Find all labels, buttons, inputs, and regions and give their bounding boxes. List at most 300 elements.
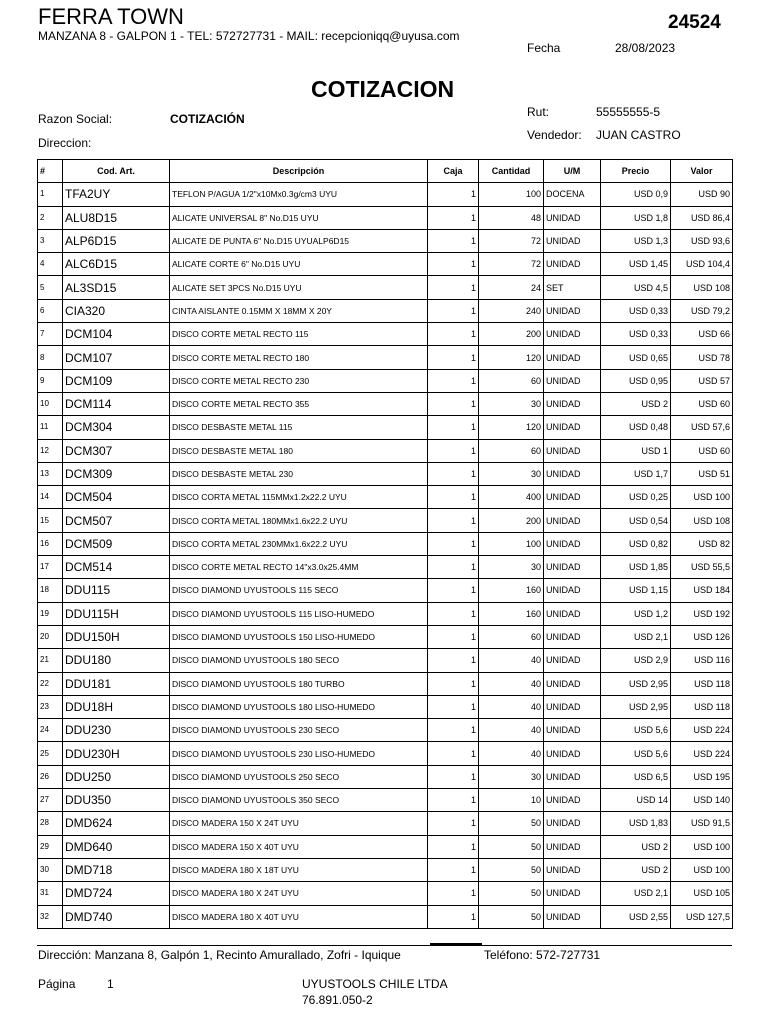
item-value: USD 78 (671, 346, 733, 369)
item-caja: 1 (428, 858, 479, 881)
item-quantity: 50 (479, 905, 544, 928)
page-label: Página (38, 977, 76, 991)
item-price: USD 1 (601, 439, 671, 462)
table-row (38, 602, 733, 625)
item-caja: 1 (428, 905, 479, 928)
row-number: 10 (38, 392, 63, 415)
footer-divider-accent (430, 943, 482, 945)
item-quantity: 120 (479, 346, 544, 369)
items-table-body (38, 183, 733, 929)
item-quantity: 50 (479, 882, 544, 905)
item-value: USD 93,6 (671, 229, 733, 252)
footer-divider (37, 945, 732, 946)
item-caja: 1 (428, 812, 479, 835)
column-header-caja: Caja (428, 160, 479, 183)
item-value: USD 100 (671, 858, 733, 881)
row-number: 26 (38, 765, 63, 788)
item-price: USD 1,45 (601, 253, 671, 276)
item-caja: 1 (428, 789, 479, 812)
table-row (38, 392, 733, 415)
rut-label: Rut: (527, 105, 550, 119)
item-description: TEFLON P/AGUA 1/2"x10Mx0.3g/cm3 UYU (170, 183, 428, 206)
item-value: USD 82 (671, 532, 733, 555)
table-row (38, 672, 733, 695)
row-number: 3 (38, 229, 63, 252)
table-row (38, 206, 733, 229)
item-code: DCM109 (63, 369, 170, 392)
row-number: 20 (38, 625, 63, 648)
item-unit: UNIDAD (544, 299, 601, 322)
item-quantity: 40 (479, 742, 544, 765)
item-description: DISCO DIAMOND UYUSTOOLS 150 LISO-HUMEDO (170, 625, 428, 648)
item-quantity: 240 (479, 299, 544, 322)
table-row (38, 882, 733, 905)
company-name: FERRA TOWN (38, 4, 184, 29)
item-code: DDU230 (63, 719, 170, 742)
table-row (38, 323, 733, 346)
row-number: 29 (38, 835, 63, 858)
item-unit: UNIDAD (544, 672, 601, 695)
item-quantity: 72 (479, 253, 544, 276)
column-header-cantidad: Cantidad (479, 160, 544, 183)
row-number: 14 (38, 486, 63, 509)
item-caja: 1 (428, 556, 479, 579)
item-quantity: 30 (479, 556, 544, 579)
item-unit: UNIDAD (544, 206, 601, 229)
item-value: USD 118 (671, 695, 733, 718)
item-code: DCM104 (63, 323, 170, 346)
table-row (38, 416, 733, 439)
row-number: 31 (38, 882, 63, 905)
item-code: CIA320 (63, 299, 170, 322)
item-value: USD 86,4 (671, 206, 733, 229)
table-row (38, 346, 733, 369)
item-caja: 1 (428, 276, 479, 299)
item-price: USD 0,9 (601, 183, 671, 206)
row-number: 17 (38, 556, 63, 579)
item-unit: UNIDAD (544, 695, 601, 718)
item-code: DMD724 (63, 882, 170, 905)
item-price: USD 6,5 (601, 765, 671, 788)
item-price: USD 0,95 (601, 369, 671, 392)
item-unit: UNIDAD (544, 346, 601, 369)
item-caja: 1 (428, 206, 479, 229)
item-quantity: 30 (479, 765, 544, 788)
item-unit: UNIDAD (544, 905, 601, 928)
table-row (38, 532, 733, 555)
column-header-um: U/M (544, 160, 601, 183)
item-value: USD 57 (671, 369, 733, 392)
item-value: USD 79,2 (671, 299, 733, 322)
item-description: DISCO CORTA METAL 115MMx1.2x22.2 UYU (170, 486, 428, 509)
item-price: USD 1,85 (601, 556, 671, 579)
item-price: USD 0,25 (601, 486, 671, 509)
table-row (38, 276, 733, 299)
row-number: 22 (38, 672, 63, 695)
column-header-description: Descripción (170, 160, 428, 183)
item-unit: UNIDAD (544, 369, 601, 392)
item-price: USD 14 (601, 789, 671, 812)
row-number: 5 (38, 276, 63, 299)
item-quantity: 30 (479, 392, 544, 415)
quote-number: 24524 (668, 12, 721, 33)
item-caja: 1 (428, 765, 479, 788)
item-caja: 1 (428, 719, 479, 742)
item-code: DMD718 (63, 858, 170, 881)
item-description: DISCO CORTE METAL RECTO 355 (170, 392, 428, 415)
item-description: DISCO DIAMOND UYUSTOOLS 250 SECO (170, 765, 428, 788)
table-row (38, 789, 733, 812)
item-price: USD 5,6 (601, 719, 671, 742)
column-header-precio: Precio (601, 160, 671, 183)
row-number: 15 (38, 509, 63, 532)
item-caja: 1 (428, 462, 479, 485)
item-code: DCM507 (63, 509, 170, 532)
item-description: ALICATE UNIVERSAL 8" No.D15 UYU (170, 206, 428, 229)
item-code: DDU250 (63, 765, 170, 788)
row-number: 7 (38, 323, 63, 346)
table-row (38, 299, 733, 322)
row-number: 4 (38, 253, 63, 276)
row-number: 24 (38, 719, 63, 742)
item-price: USD 2 (601, 858, 671, 881)
item-quantity: 40 (479, 649, 544, 672)
item-value: USD 118 (671, 672, 733, 695)
item-quantity: 50 (479, 812, 544, 835)
item-value: USD 116 (671, 649, 733, 672)
item-description: DISCO CORTA METAL 180MMx1.6x22.2 UYU (170, 509, 428, 532)
item-quantity: 100 (479, 183, 544, 206)
table-row (38, 765, 733, 788)
item-description: DISCO CORTE METAL RECTO 14"x3.0x25.4MM (170, 556, 428, 579)
item-price: USD 2,95 (601, 695, 671, 718)
item-price: USD 2,1 (601, 882, 671, 905)
table-row (38, 509, 733, 532)
item-description: DISCO MADERA 150 X 40T UYU (170, 835, 428, 858)
table-row (38, 835, 733, 858)
row-number: 19 (38, 602, 63, 625)
item-caja: 1 (428, 602, 479, 625)
footer-phone: Teléfono: 572-727731 (484, 948, 601, 962)
vendedor-value: JUAN CASTRO (596, 128, 681, 142)
item-value: USD 91,5 (671, 812, 733, 835)
item-caja: 1 (428, 509, 479, 532)
item-caja: 1 (428, 695, 479, 718)
item-description: DISCO DIAMOND UYUSTOOLS 115 SECO (170, 579, 428, 602)
item-description: DISCO CORTE METAL RECTO 230 (170, 369, 428, 392)
item-caja: 1 (428, 439, 479, 462)
item-caja: 1 (428, 649, 479, 672)
item-description: DISCO MADERA 180 X 18T UYU (170, 858, 428, 881)
table-row (38, 462, 733, 485)
item-code: TFA2UY (63, 183, 170, 206)
page-number: 1 (107, 977, 114, 991)
table-row (38, 625, 733, 648)
row-number: 18 (38, 579, 63, 602)
item-price: USD 1,83 (601, 812, 671, 835)
item-description: DISCO CORTE METAL RECTO 180 (170, 346, 428, 369)
item-price: USD 1,15 (601, 579, 671, 602)
item-quantity: 160 (479, 602, 544, 625)
item-code: DCM504 (63, 486, 170, 509)
item-caja: 1 (428, 835, 479, 858)
item-description: DISCO CORTA METAL 230MMx1.6x22.2 UYU (170, 532, 428, 555)
item-quantity: 50 (479, 858, 544, 881)
item-unit: UNIDAD (544, 229, 601, 252)
row-number: 32 (38, 905, 63, 928)
item-value: USD 140 (671, 789, 733, 812)
item-price: USD 1,7 (601, 462, 671, 485)
item-caja: 1 (428, 346, 479, 369)
item-quantity: 60 (479, 439, 544, 462)
item-quantity: 10 (479, 789, 544, 812)
item-price: USD 5,6 (601, 742, 671, 765)
item-unit: UNIDAD (544, 486, 601, 509)
item-quantity: 40 (479, 719, 544, 742)
item-value: USD 195 (671, 765, 733, 788)
item-description: DISCO DIAMOND UYUSTOOLS 350 SECO (170, 789, 428, 812)
item-description: DISCO DIAMOND UYUSTOOLS 180 LISO-HUMEDO (170, 695, 428, 718)
date-value: 28/08/2023 (615, 41, 676, 55)
item-caja: 1 (428, 369, 479, 392)
item-unit: UNIDAD (544, 532, 601, 555)
item-code: DCM114 (63, 392, 170, 415)
row-number: 12 (38, 439, 63, 462)
item-code: AL3SD15 (63, 276, 170, 299)
item-value: USD 192 (671, 602, 733, 625)
item-quantity: 48 (479, 206, 544, 229)
item-quantity: 160 (479, 579, 544, 602)
item-quantity: 100 (479, 532, 544, 555)
item-description: CINTA AISLANTE 0.15MM X 18MM X 20Y (170, 299, 428, 322)
item-unit: UNIDAD (544, 649, 601, 672)
item-unit: UNIDAD (544, 392, 601, 415)
row-number: 11 (38, 416, 63, 439)
item-unit: DOCENA (544, 183, 601, 206)
item-code: DMD640 (63, 835, 170, 858)
item-description: ALICATE CORTE 6" No.D15 UYU (170, 253, 428, 276)
company-address: MANZANA 8 - GALPON 1 - TEL: 572727731 - MAIL: recepcioniqq@uyusa.com (38, 29, 460, 43)
item-description: DISCO DESBASTE METAL 180 (170, 439, 428, 462)
table-row (38, 649, 733, 672)
item-code: DDU180 (63, 649, 170, 672)
item-code: DCM509 (63, 532, 170, 555)
item-value: USD 224 (671, 719, 733, 742)
row-number: 25 (38, 742, 63, 765)
row-number: 2 (38, 206, 63, 229)
table-row (38, 695, 733, 718)
item-code: ALC6D15 (63, 253, 170, 276)
item-unit: UNIDAD (544, 742, 601, 765)
item-description: DISCO MADERA 150 X 24T UYU (170, 812, 428, 835)
item-price: USD 2,9 (601, 649, 671, 672)
item-unit: UNIDAD (544, 882, 601, 905)
item-value: USD 100 (671, 486, 733, 509)
row-number: 8 (38, 346, 63, 369)
item-value: USD 60 (671, 439, 733, 462)
item-caja: 1 (428, 625, 479, 648)
item-caja: 1 (428, 532, 479, 555)
item-code: DDU115H (63, 602, 170, 625)
item-code: DCM514 (63, 556, 170, 579)
table-row (38, 858, 733, 881)
item-caja: 1 (428, 253, 479, 276)
table-row (38, 369, 733, 392)
item-code: DDU115 (63, 579, 170, 602)
item-unit: UNIDAD (544, 439, 601, 462)
row-number: 21 (38, 649, 63, 672)
item-price: USD 0,82 (601, 532, 671, 555)
item-description: DISCO MADERA 180 X 24T UYU (170, 882, 428, 905)
table-row (38, 719, 733, 742)
item-price: USD 0,48 (601, 416, 671, 439)
item-price: USD 4,5 (601, 276, 671, 299)
item-code: ALP6D15 (63, 229, 170, 252)
item-caja: 1 (428, 392, 479, 415)
item-quantity: 30 (479, 462, 544, 485)
item-value: USD 108 (671, 276, 733, 299)
item-code: DDU350 (63, 789, 170, 812)
item-description: DISCO DIAMOND UYUSTOOLS 115 LISO-HUMEDO (170, 602, 428, 625)
item-description: DISCO CORTE METAL RECTO 115 (170, 323, 428, 346)
document-title: COTIZACION (311, 76, 455, 102)
item-quantity: 120 (479, 416, 544, 439)
table-row (38, 742, 733, 765)
item-unit: UNIDAD (544, 462, 601, 485)
item-description: DISCO DIAMOND UYUSTOOLS 230 LISO-HUMEDO (170, 742, 428, 765)
item-description: ALICATE DE PUNTA 6" No.D15 UYUALP6D15 (170, 229, 428, 252)
row-number: 13 (38, 462, 63, 485)
item-unit: UNIDAD (544, 789, 601, 812)
item-description: DISCO DESBASTE METAL 230 (170, 462, 428, 485)
item-code: DMD624 (63, 812, 170, 835)
item-caja: 1 (428, 183, 479, 206)
item-code: DCM309 (63, 462, 170, 485)
item-price: USD 2 (601, 392, 671, 415)
direccion-label: Direccion: (38, 136, 92, 150)
item-unit: SET (544, 276, 601, 299)
item-price: USD 2 (601, 835, 671, 858)
item-price: USD 0,33 (601, 299, 671, 322)
item-unit: UNIDAD (544, 812, 601, 835)
row-number: 28 (38, 812, 63, 835)
item-value: USD 224 (671, 742, 733, 765)
item-quantity: 400 (479, 486, 544, 509)
razon-social-label: Razon Social: (38, 112, 113, 126)
item-price: USD 2,95 (601, 672, 671, 695)
row-number: 30 (38, 858, 63, 881)
row-number: 27 (38, 789, 63, 812)
item-unit: UNIDAD (544, 625, 601, 648)
table-row (38, 439, 733, 462)
item-quantity: 200 (479, 323, 544, 346)
column-header-number: # (38, 160, 63, 183)
item-caja: 1 (428, 299, 479, 322)
item-unit: UNIDAD (544, 835, 601, 858)
item-value: USD 127,5 (671, 905, 733, 928)
item-value: USD 57,6 (671, 416, 733, 439)
item-description: DISCO DIAMOND UYUSTOOLS 180 TURBO (170, 672, 428, 695)
item-code: DDU181 (63, 672, 170, 695)
item-code: DDU18H (63, 695, 170, 718)
item-caja: 1 (428, 579, 479, 602)
item-unit: UNIDAD (544, 579, 601, 602)
footer-address: Dirección: Manzana 8, Galpón 1, Recinto Amurallado, Zofri - Iquique (38, 948, 401, 962)
item-unit: UNIDAD (544, 323, 601, 346)
item-code: DCM307 (63, 439, 170, 462)
item-code: DDU150H (63, 625, 170, 648)
item-value: USD 66 (671, 323, 733, 346)
item-quantity: 200 (479, 509, 544, 532)
item-unit: UNIDAD (544, 416, 601, 439)
item-price: USD 0,33 (601, 323, 671, 346)
footer-company-rut: 76.891.050-2 (302, 993, 373, 1007)
item-code: DCM107 (63, 346, 170, 369)
item-price: USD 1,2 (601, 602, 671, 625)
item-caja: 1 (428, 229, 479, 252)
item-quantity: 50 (479, 835, 544, 858)
item-description: DISCO DIAMOND UYUSTOOLS 180 SECO (170, 649, 428, 672)
row-number: 6 (38, 299, 63, 322)
item-unit: UNIDAD (544, 253, 601, 276)
table-row (38, 556, 733, 579)
item-description: DISCO DESBASTE METAL 115 (170, 416, 428, 439)
table-row (38, 183, 733, 206)
item-quantity: 60 (479, 625, 544, 648)
item-description: ALICATE SET 3PCS No.D15 UYU (170, 276, 428, 299)
item-unit: UNIDAD (544, 719, 601, 742)
item-value: USD 104,4 (671, 253, 733, 276)
item-value: USD 51 (671, 462, 733, 485)
item-unit: UNIDAD (544, 858, 601, 881)
item-caja: 1 (428, 672, 479, 695)
item-value: USD 105 (671, 882, 733, 905)
item-price: USD 2,1 (601, 625, 671, 648)
item-value: USD 60 (671, 392, 733, 415)
item-quantity: 24 (479, 276, 544, 299)
table-row (38, 905, 733, 928)
item-value: USD 100 (671, 835, 733, 858)
item-quantity: 40 (479, 695, 544, 718)
item-value: USD 90 (671, 183, 733, 206)
item-quantity: 72 (479, 229, 544, 252)
table-row (38, 253, 733, 276)
row-number: 16 (38, 532, 63, 555)
item-description: DISCO DIAMOND UYUSTOOLS 230 SECO (170, 719, 428, 742)
vendedor-label: Vendedor: (527, 128, 582, 142)
column-header-valor: Valor (671, 160, 733, 183)
item-price: USD 1,3 (601, 229, 671, 252)
item-unit: UNIDAD (544, 765, 601, 788)
table-row (38, 812, 733, 835)
items-table (37, 159, 733, 929)
item-price: USD 1,8 (601, 206, 671, 229)
item-code: DDU230H (63, 742, 170, 765)
item-price: USD 0,65 (601, 346, 671, 369)
item-caja: 1 (428, 742, 479, 765)
row-number: 9 (38, 369, 63, 392)
rut-value: 55555555-5 (596, 105, 661, 119)
item-value: USD 108 (671, 509, 733, 532)
item-price: USD 0,54 (601, 509, 671, 532)
item-price: USD 2,55 (601, 905, 671, 928)
item-code: DCM304 (63, 416, 170, 439)
table-row (38, 229, 733, 252)
item-caja: 1 (428, 486, 479, 509)
item-value: USD 55,5 (671, 556, 733, 579)
razon-social-value: COTIZACIÓN (170, 112, 245, 126)
item-caja: 1 (428, 882, 479, 905)
